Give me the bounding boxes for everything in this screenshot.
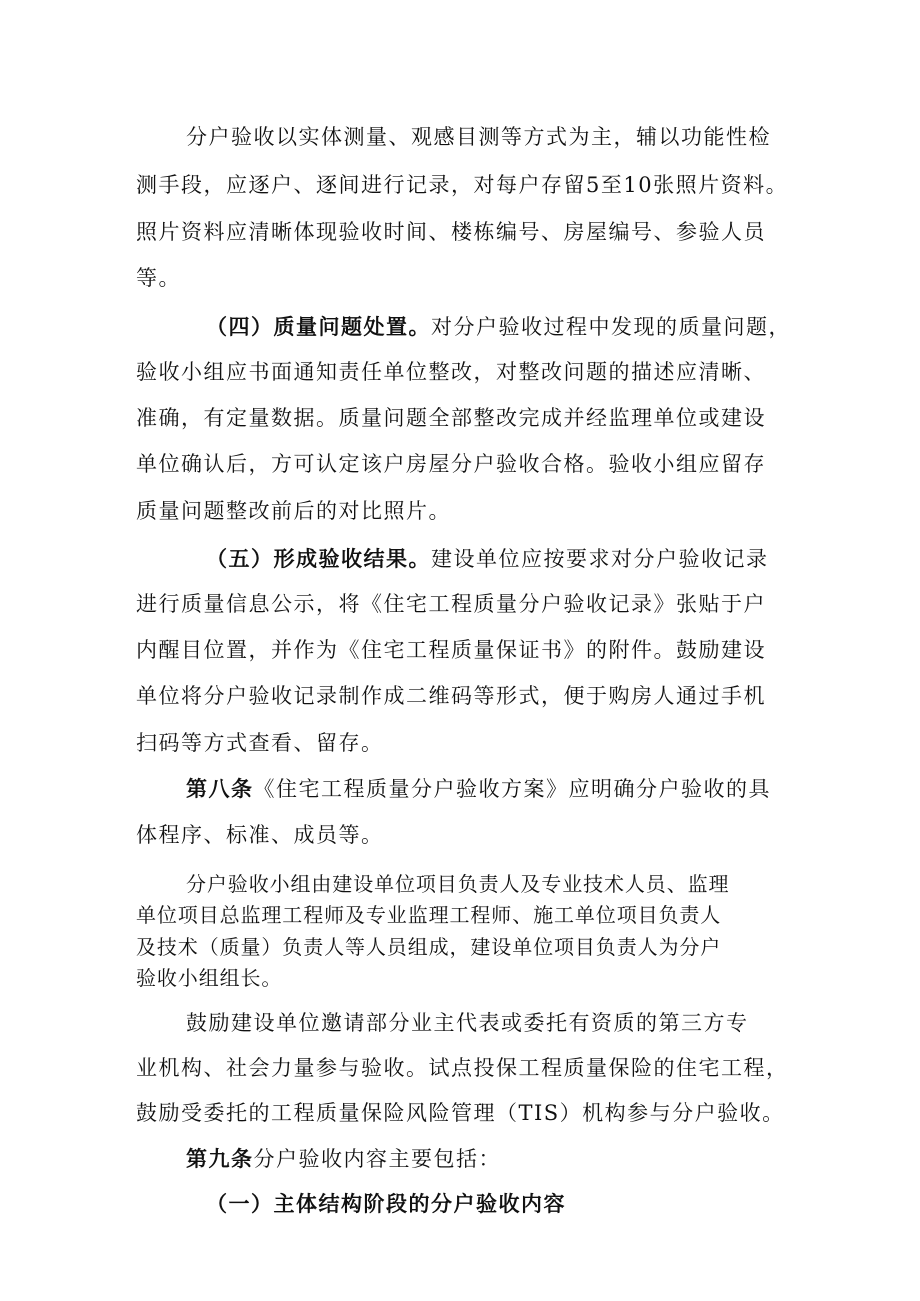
paragraph-line: 业机构、社会力量参与验收。试点投保工程质量保险的住宅工程， xyxy=(136,1056,789,1080)
paragraph-first-line xyxy=(206,548,866,570)
paragraph-line: 鼓励受委托的工程质量保险风险管理（TIS）机构参与分户验收。 xyxy=(136,1101,785,1125)
paragraph-line: 分户验收以实体测量、观感目测等方式为主，辅以功能性检 xyxy=(186,125,771,149)
article-heading: 第九条 xyxy=(186,1146,254,1171)
paragraph-line: 验收小组组长。 xyxy=(136,966,283,990)
paragraph-line: 单位将分户验收记录制作成二维码等形式，便于购房人通过手机 xyxy=(136,684,766,708)
paragraph-line: 等。 xyxy=(136,266,181,290)
paragraph-line: 及技术（质量）负责人等人员组成，建设单位项目负责人为分户 xyxy=(136,935,722,959)
paragraph-text: 建设单位应按要求对分户验收记录 xyxy=(431,547,769,571)
paragraph-text: 对分户验收过程中发现的质量问题， xyxy=(431,315,791,339)
paragraph-line: 鼓励建设单位邀请部分业主代表或委托有资质的第三方专 xyxy=(186,1011,749,1035)
section-heading: （五）形成验收结果。 xyxy=(206,546,431,571)
paragraph-line: 扫码等方式查看、留存。 xyxy=(136,731,384,755)
paragraph-text: 《住宅工程质量分户验收方案》应明确分户验收的具 xyxy=(253,777,771,801)
paragraph-first-line xyxy=(186,1148,846,1170)
article-heading: 第八条 xyxy=(186,776,254,801)
paragraph-text: 分户验收内容主要包括： xyxy=(253,1147,501,1171)
paragraph-line: 体程序、标准、成员等。 xyxy=(136,823,384,847)
paragraph-line: 验收小组应书面通知责任单位整改，对整改问题的描述应清晰、 xyxy=(136,360,766,384)
section-heading: （四）质量问题处置。 xyxy=(206,314,431,339)
section-heading: （一）主体结构阶段的分户验收内容 xyxy=(206,1191,566,1216)
paragraph-line: 单位确认后，方可认定该户房屋分户验收合格。验收小组应留存 xyxy=(136,452,766,476)
paragraph-line: 进行质量信息公示，将《住宅工程质量分户验收记录》张贴于户 xyxy=(136,592,766,616)
paragraph-line: 测手段，应逐户、逐间进行记录，对每户存留5至10张照片资料。 xyxy=(136,173,789,197)
paragraph-line: 单位项目总监理工程师及专业监理工程师、施工单位项目负责人 xyxy=(136,903,722,927)
paragraph-line: 照片资料应清晰体现验收时间、楼栋编号、房屋编号、参验人员 xyxy=(136,220,766,244)
paragraph-line: 准确，有定量数据。质量问题全部整改完成并经监理单位或建设 xyxy=(136,406,766,430)
paragraph-line: 质量问题整改前后的对比照片。 xyxy=(136,499,451,523)
paragraph-line: 内醒目位置，并作为《住宅工程质量保证书》的附件。鼓励建设 xyxy=(136,638,766,662)
paragraph-line: 分户验收小组由建设单位项目负责人及专业技术人员、监理 xyxy=(186,872,730,896)
paragraph-first-line xyxy=(206,316,866,338)
paragraph-first-line xyxy=(186,778,846,800)
